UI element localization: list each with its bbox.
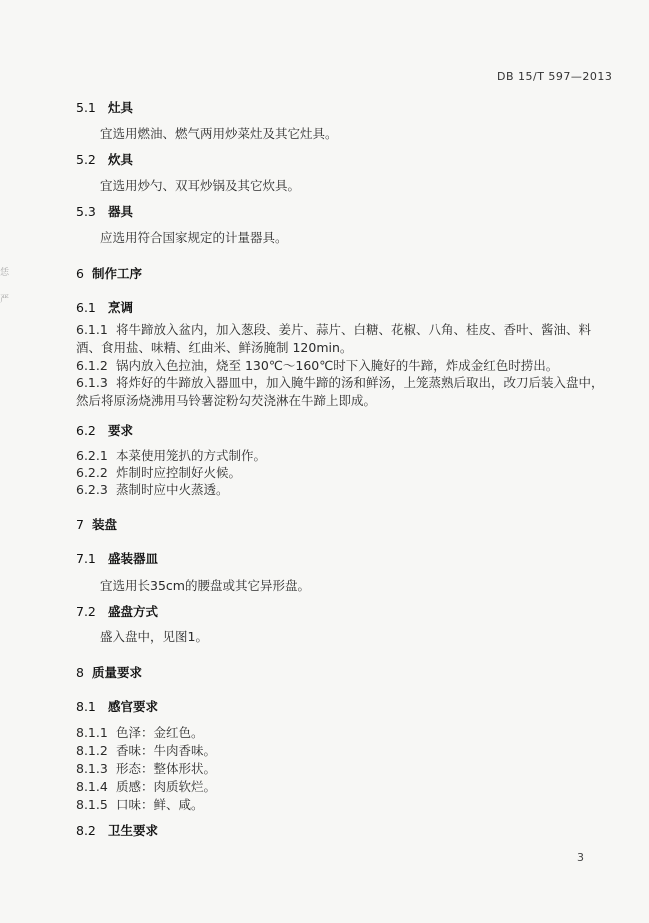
paragraph: 宜选用燃油、燃气两用炒菜灶及其它灶具。 xyxy=(100,126,338,141)
clause xyxy=(76,463,241,481)
section-heading xyxy=(76,697,158,715)
margin-mark: 恁 xyxy=(0,268,10,278)
chapter-number: 6 xyxy=(76,266,84,281)
clause-number: 6.1.2 xyxy=(76,358,108,373)
clause-text: 色泽：金红色。 xyxy=(116,725,204,740)
standard-number: DB 15/T 597—2013 xyxy=(497,70,613,83)
chapter-heading xyxy=(76,663,142,681)
clause-text: 蒸制时应中火蒸透。 xyxy=(116,482,229,497)
section-heading xyxy=(76,549,158,567)
section-number: 5.3 xyxy=(76,204,96,219)
section-heading xyxy=(76,421,133,439)
clause-text: 本菜使用笼扒的方式制作。 xyxy=(116,448,267,463)
clause-text: 口味：鲜、咸。 xyxy=(116,797,204,812)
clause xyxy=(76,777,216,795)
clause-number: 6.1.3 xyxy=(76,375,108,390)
clause xyxy=(76,759,216,777)
section-title: 盛盘方式 xyxy=(108,604,159,619)
section-title: 灶具 xyxy=(108,100,134,115)
clause xyxy=(76,374,606,409)
section-heading xyxy=(76,602,158,620)
clause-text: 将牛蹄放入盆内，加入葱段、姜片、蒜片、白糖、花椒、八角、桂皮、香叶、酱油、料酒、食用盐、味精、红曲米、鲜汤腌制 120min。 xyxy=(76,322,592,355)
clause-number: 8.1.4 xyxy=(76,779,108,794)
clause-number: 8.1.3 xyxy=(76,761,108,776)
clause xyxy=(76,357,606,375)
section-number: 7.2 xyxy=(76,604,96,619)
chapter-heading xyxy=(76,264,142,282)
chapter-title: 装盘 xyxy=(92,517,118,532)
clause xyxy=(76,741,216,759)
section-heading xyxy=(76,98,133,116)
chapter-number: 7 xyxy=(76,517,84,532)
clause-text: 质感：肉质软烂。 xyxy=(116,779,217,794)
section-number: 5.2 xyxy=(76,152,96,167)
clause-number: 8.1.5 xyxy=(76,797,108,812)
section-number: 7.1 xyxy=(76,551,96,566)
section-title: 炊具 xyxy=(108,152,134,167)
clause-number: 8.1.2 xyxy=(76,743,108,758)
paragraph: 宜选用炒勺、双耳炒锅及其它炊具。 xyxy=(100,178,301,193)
section-title: 感官要求 xyxy=(108,699,159,714)
page-number: 3 xyxy=(577,851,584,864)
chapter-title: 制作工序 xyxy=(92,266,143,281)
clause-number: 6.2.2 xyxy=(76,465,108,480)
section-number: 6.1 xyxy=(76,300,96,315)
section-heading xyxy=(76,202,133,220)
section-title: 要求 xyxy=(108,423,134,438)
chapter-heading xyxy=(76,515,117,533)
section-number: 8.2 xyxy=(76,823,96,838)
clause-text: 锅内放入色拉油，烧至 130℃～160℃时下入腌好的牛蹄，炸成金红色时捞出。 xyxy=(116,358,559,373)
clause xyxy=(76,321,606,356)
clause-text: 香味：牛肉香味。 xyxy=(116,743,217,758)
clause-text: 将炸好的牛蹄放入器皿中，加入腌牛蹄的汤和鲜汤，上笼蒸熟后取出，改刀后装入盘中，然后将原汤烧沸用马铃薯淀粉勾芡浇淋在牛蹄上即成。 xyxy=(76,375,604,408)
clause xyxy=(76,795,204,813)
clause-number: 6.1.1 xyxy=(76,322,108,337)
margin-mark: 严 xyxy=(0,295,10,305)
section-number: 6.2 xyxy=(76,423,96,438)
chapter-number: 8 xyxy=(76,665,84,680)
section-heading xyxy=(76,821,158,839)
clause xyxy=(76,446,266,464)
paragraph: 应选用符合国家规定的计量器具。 xyxy=(100,230,288,245)
clause-number: 6.2.1 xyxy=(76,448,108,463)
section-title: 器具 xyxy=(108,204,134,219)
clause xyxy=(76,723,204,741)
paragraph: 盛入盘中，见图1。 xyxy=(100,629,208,644)
clause-text: 炸制时应控制好火候。 xyxy=(116,465,242,480)
section-title: 烹调 xyxy=(108,300,134,315)
section-heading xyxy=(76,298,133,316)
section-number: 5.1 xyxy=(76,100,96,115)
section-heading xyxy=(76,150,133,168)
paragraph: 宜选用长35cm的腰盘或其它异形盘。 xyxy=(100,578,310,593)
section-title: 盛装器皿 xyxy=(108,551,159,566)
section-title: 卫生要求 xyxy=(108,823,159,838)
clause-text: 形态：整体形状。 xyxy=(116,761,217,776)
clause-number: 6.2.3 xyxy=(76,482,108,497)
section-number: 8.1 xyxy=(76,699,96,714)
chapter-title: 质量要求 xyxy=(92,665,143,680)
clause-number: 8.1.1 xyxy=(76,725,108,740)
clause xyxy=(76,480,229,498)
